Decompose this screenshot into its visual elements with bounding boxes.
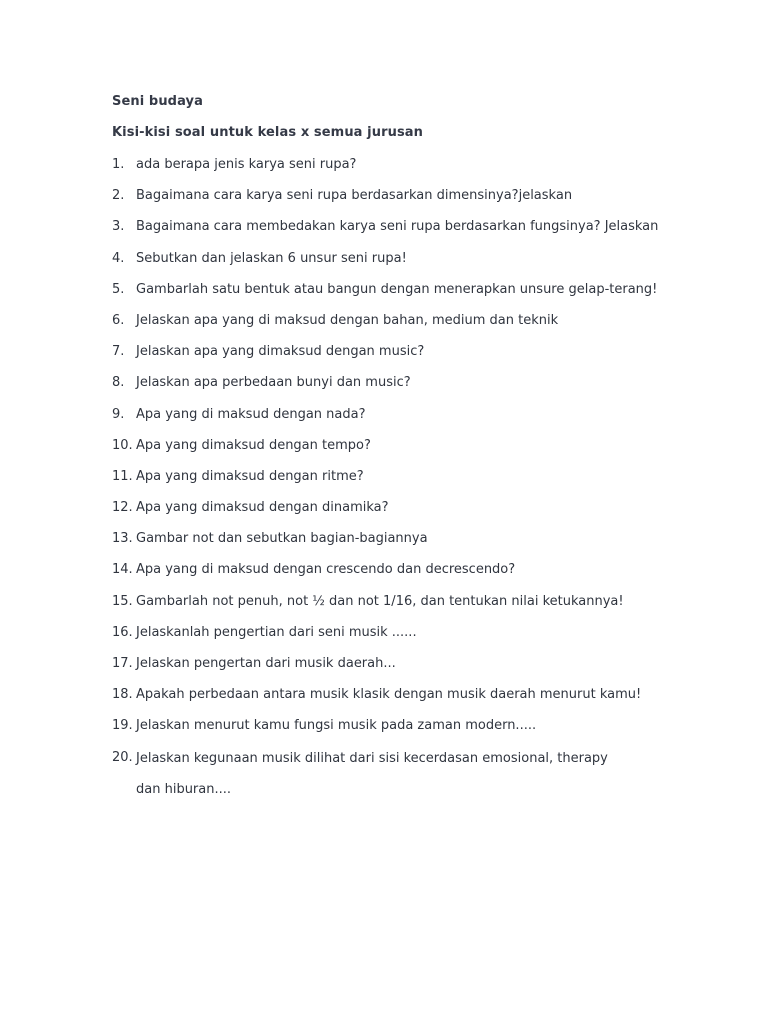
question-text: Jelaskan apa yang di maksud dengan bahan, medium dan teknik [136,312,559,328]
question-text: Apa yang di maksud dengan crescendo dan decrescendo? [136,562,516,578]
question-item [112,749,732,811]
question-item [112,624,732,655]
question-number: 16. [112,624,133,640]
question-text: Bagaimana cara membedakan karya seni rupa berdasarkan fungsinya? Jelaskan [136,219,659,235]
question-item [112,312,732,343]
question-item [112,468,732,499]
question-number: 12. [112,500,133,516]
question-item [112,218,732,249]
question-number: 10. [112,437,133,453]
question-number: 14. [112,562,133,578]
question-number: 18. [112,687,133,703]
question-text: Gambar not dan sebutkan bagian-bagiannya [136,531,428,547]
subject-heading: Seni budaya [112,94,204,109]
question-text: Apa yang di maksud dengan nada? [136,406,366,422]
question-number: 5. [112,281,125,297]
question-number: 9. [112,406,125,422]
question-text: Apa yang dimaksud dengan dinamika? [136,500,389,516]
question-text: Apakah perbedaan antara musik klasik dengan musik daerah menurut kamu! [136,687,642,703]
question-number: 13. [112,531,133,547]
question-number: 1. [112,157,125,172]
question-item [112,187,732,218]
question-item [112,343,732,374]
question-text: Apa yang dimaksud dengan tempo? [136,437,371,453]
question-item [112,655,732,686]
question-text: Gambarlah satu bentuk atau bangun dengan menerapkan unsure gelap-terang! [136,281,658,297]
question-item [112,499,732,530]
question-text: Gambarlah not penuh, not ½ dan not 1/16, dan tentukan nilai ketukannya! [136,593,624,609]
question-text: Apa yang dimaksud dengan ritme? [136,468,364,484]
subtitle-heading: Kisi-kisi soal untuk kelas x semua jurusan [112,125,424,140]
question-item [112,593,732,624]
question-number: 20. [112,749,133,765]
question-text: Jelaskan menurut kamu fungsi musik pada zaman modern..... [136,718,537,734]
question-number: 19. [112,718,133,734]
question-text: ada berapa jenis karya seni rupa? [136,157,357,172]
question-item [112,156,732,187]
question-text: Sebutkan dan jelaskan 6 unsur seni rupa! [136,250,407,266]
question-text: Jelaskan apa perbedaan bunyi dan music? [136,375,411,391]
question-item [112,437,732,468]
question-number: 4. [112,250,125,266]
question-item [112,250,732,281]
question-list [112,156,732,811]
question-text: Jelaskan pengertan dari musik daerah... [136,656,396,671]
question-number: 2. [112,188,125,204]
question-item [112,374,732,405]
question-item [112,281,732,312]
question-number: 15. [112,593,133,609]
question-number: 6. [112,312,125,328]
question-number: 7. [112,344,125,360]
question-item [112,561,732,592]
question-number: 17. [112,656,133,671]
question-number: 8. [112,375,125,391]
question-text: Jelaskan kegunaan musik dilihat dari sisi kecerdasan emosional, therapy dan hiburan.... [136,750,608,797]
question-number: 11. [112,468,133,484]
question-item [112,406,732,437]
question-number: 3. [112,219,125,235]
question-item [112,530,732,561]
question-text: Jelaskan apa yang dimaksud dengan music? [136,344,425,360]
question-text: Bagaimana cara karya seni rupa berdasarkan dimensinya?jelaskan [136,188,573,204]
question-text: Jelaskanlah pengertian dari seni musik ...... [136,624,417,640]
question-item [112,686,732,717]
